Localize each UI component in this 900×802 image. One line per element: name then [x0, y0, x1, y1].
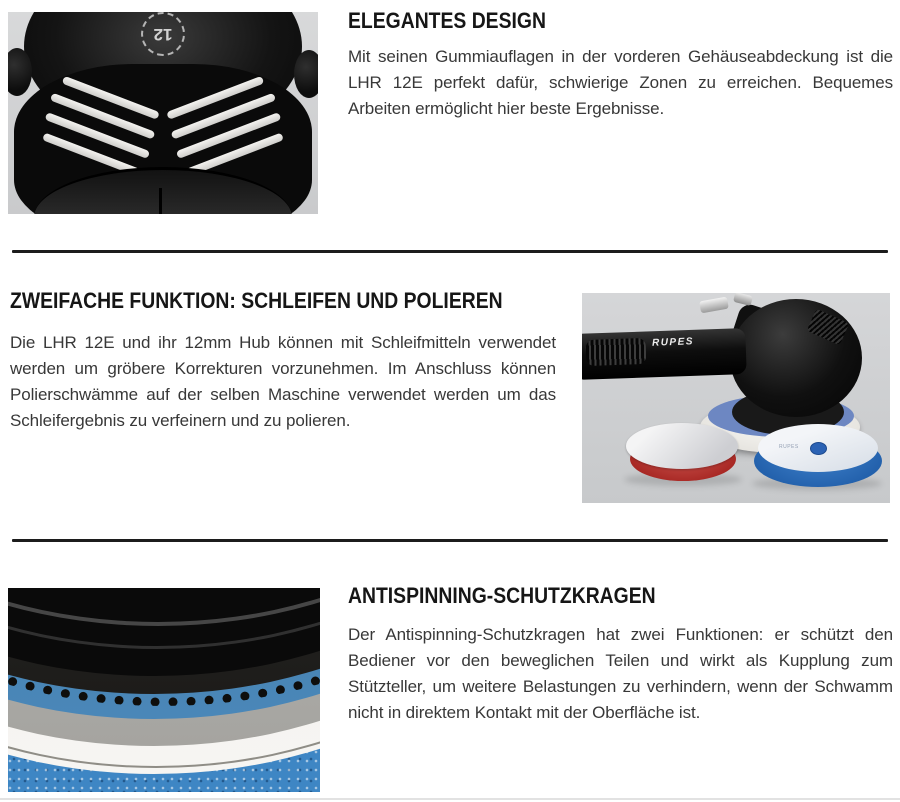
brand-logo: RUPES [651, 336, 695, 349]
stroke-badge [141, 12, 185, 56]
stroke-badge-label: 12 [153, 25, 173, 44]
side-knob-right [294, 50, 318, 98]
section-heading: ANTISPINNING-SCHUTZKRAGEN [348, 583, 656, 608]
collar-teeth [8, 588, 320, 706]
section-divider [12, 539, 888, 542]
red-pad-face [626, 423, 738, 469]
product-image-collar-macro [8, 588, 320, 792]
page-bottom-rule [0, 798, 900, 800]
section-heading: ELEGANTES DESIGN [348, 8, 546, 33]
product-image-front-housing [8, 12, 318, 214]
section-body: Der Antispinning-Schutzkragen hat zwei Funktionen: er schützt den Bediener vor den beweglichen Teilen und wirkt als Kupplung zum Stützteller, um weitere Belastungen zu verhindern, wenn der Schwamm nicht in direktem Kontakt mit der Oberfläche ist. [348, 625, 893, 722]
metal-clip [699, 297, 729, 314]
product-image-machine-with-pads [582, 293, 890, 503]
blue-pad-brand-label: RUPES [779, 444, 799, 450]
section-body: Die LHR 12E und ihr 12mm Hub können mit Schleifmitteln verwendet werden um gröbere Korrekturen vorzunehmen. Im Anschluss können Polierschwämme auf der selben Maschine verwendet werden um das Schleifergebnis zu verfeinern und zu polieren. [10, 333, 556, 430]
metal-clip [733, 293, 753, 306]
section-body: Mit seinen Gummiauflagen in der vorderen Gehäuseabdeckung ist die LHR 12E perfekt dafür, schwierige Zonen zu erreichen. Bequemes Arbeiten ermöglicht hier beste Ergebnisse. [348, 47, 893, 118]
machine-head [730, 299, 862, 417]
section-divider [12, 250, 888, 253]
body-vents [586, 338, 647, 366]
blue-pad-center-hole [810, 442, 827, 455]
housing-seam [159, 188, 162, 214]
section-heading: ZWEIFACHE FUNKTION: SCHLEIFEN UND POLIEREN [10, 288, 503, 313]
